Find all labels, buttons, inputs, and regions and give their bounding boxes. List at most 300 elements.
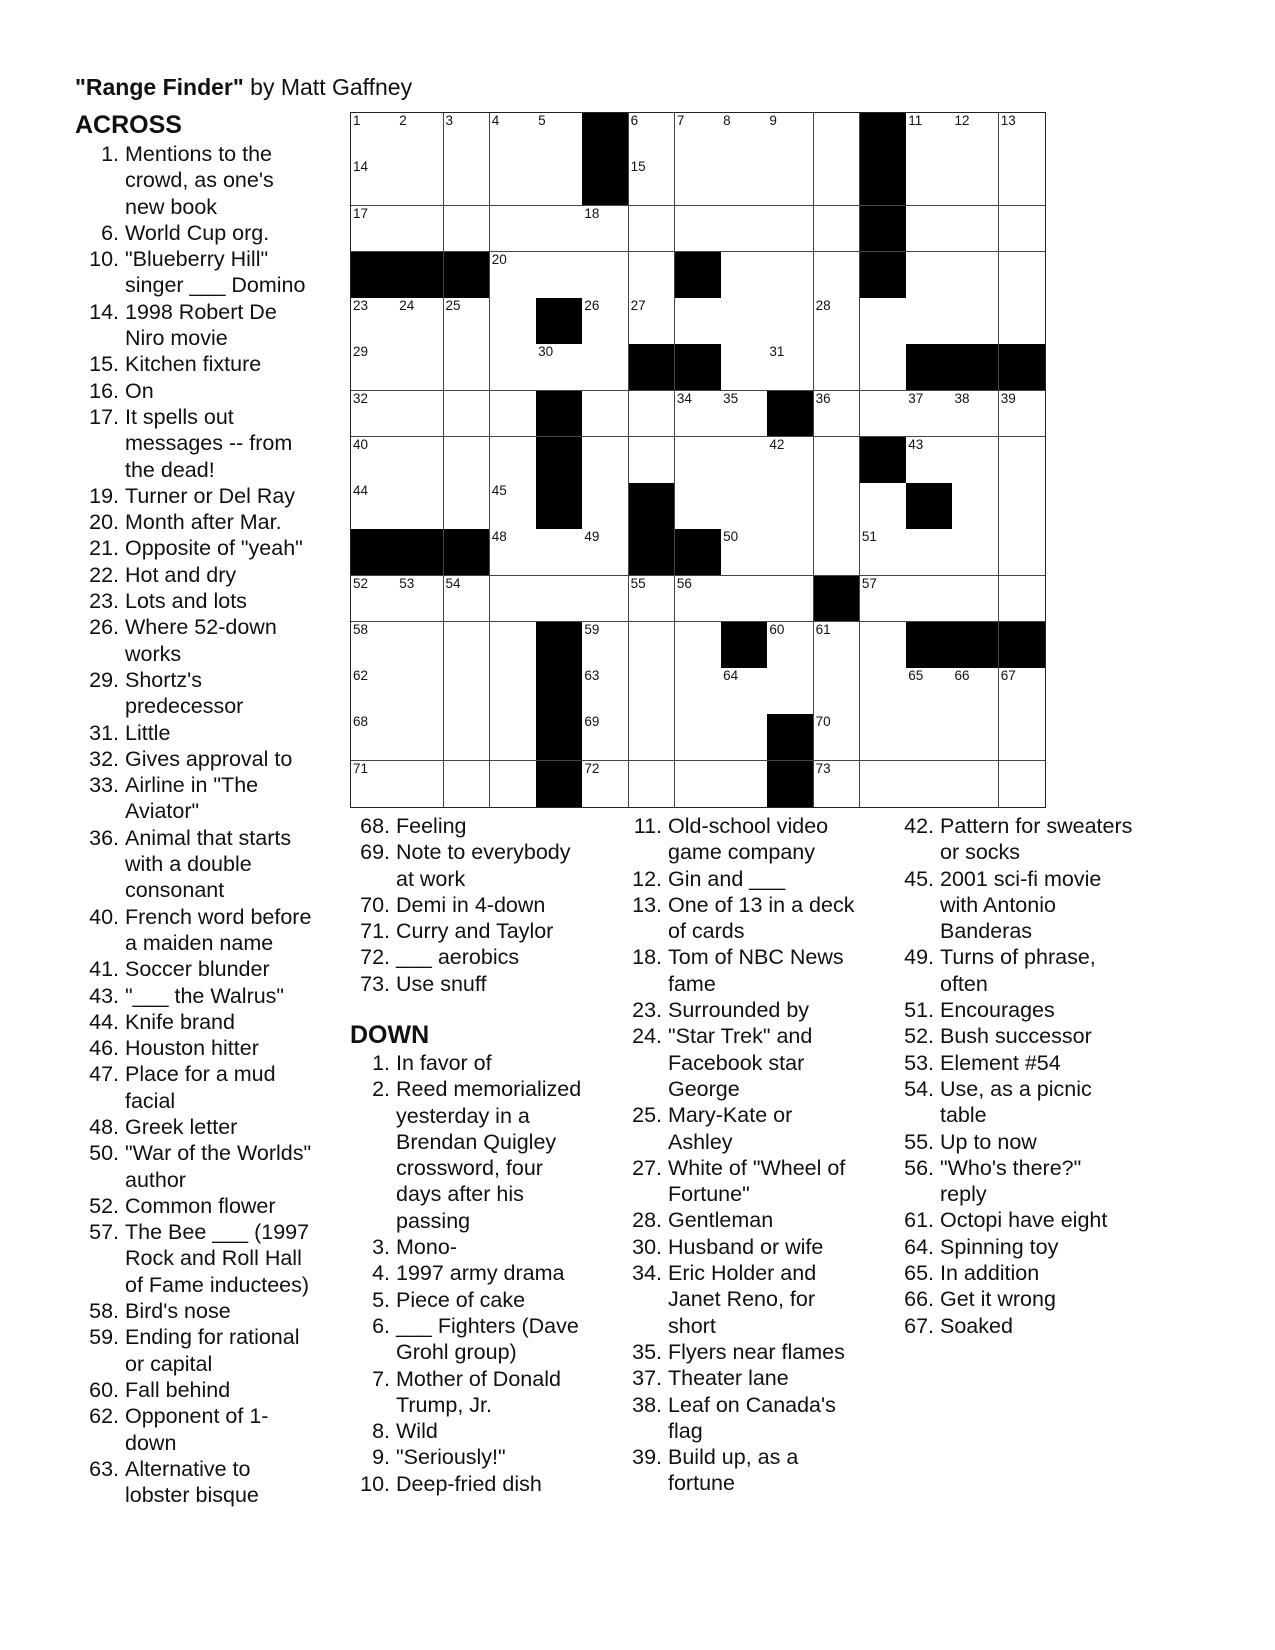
grid-cell[interactable]	[397, 344, 444, 391]
clue-item	[346, 892, 606, 918]
clue-text-line: Greek letter	[125, 1114, 238, 1139]
grid-cell[interactable]	[952, 483, 999, 530]
grid-cell[interactable]	[582, 576, 629, 623]
grid-cell[interactable]	[490, 298, 537, 345]
clue-number: 15.	[89, 352, 119, 377]
clue-number: 63.	[89, 1456, 119, 1481]
cell-number: 65	[908, 668, 924, 684]
clue-text-line: author	[125, 1167, 186, 1192]
grid-cell[interactable]	[397, 113, 444, 160]
clue-number: 47.	[89, 1062, 119, 1087]
cell-number: 62	[353, 668, 369, 684]
grid-cell[interactable]	[860, 761, 907, 807]
grid-cell[interactable]	[351, 714, 398, 761]
clue-text-line: Place for a mud	[125, 1062, 276, 1087]
grid-cell[interactable]	[582, 668, 629, 715]
clue-item	[890, 1050, 1180, 1076]
grid-cell[interactable]	[999, 483, 1045, 530]
grid-cell[interactable]	[397, 714, 444, 761]
clue-number: 35.	[632, 1339, 662, 1364]
black-square	[860, 206, 907, 253]
black-square	[444, 252, 491, 299]
cell-number: 28	[815, 298, 831, 314]
grid-cell[interactable]	[999, 576, 1045, 623]
grid-cell[interactable]	[767, 668, 814, 715]
clue-text-line: "Star Trek" and	[668, 1024, 813, 1049]
grid-cell[interactable]	[814, 668, 861, 715]
grid-cell[interactable]	[721, 576, 768, 623]
grid-cell[interactable]	[490, 761, 537, 807]
cell-number: 4	[491, 113, 500, 128]
grid-cell[interactable]	[721, 298, 768, 345]
clue-number: 52.	[904, 1024, 934, 1049]
grid-cell[interactable]	[675, 576, 722, 623]
grid-cell[interactable]	[582, 483, 629, 530]
grid-cell[interactable]	[490, 622, 537, 669]
grid-cell[interactable]	[444, 576, 491, 623]
grid-cell[interactable]	[721, 206, 768, 253]
grid-cell[interactable]	[814, 298, 861, 345]
grid-cell[interactable]	[629, 668, 676, 715]
cell-number: 9	[769, 113, 777, 128]
clue-number: 10.	[89, 247, 119, 272]
grid-cell[interactable]	[629, 206, 676, 253]
grid-cell[interactable]	[906, 668, 953, 715]
grid-cell[interactable]	[860, 576, 907, 623]
black-square	[721, 622, 768, 669]
clue-number: 7.	[372, 1366, 390, 1391]
grid-cell[interactable]	[490, 483, 537, 530]
grid-cell[interactable]	[444, 391, 491, 438]
grid-cell[interactable]	[536, 252, 583, 299]
grid-cell[interactable]	[721, 252, 768, 299]
clue-text-line: Bird's nose	[125, 1299, 231, 1324]
puzzle-byline: by Matt Gaffney	[243, 74, 413, 100]
grid-cell[interactable]	[351, 437, 398, 484]
grid-cell[interactable]	[397, 622, 444, 669]
grid-cell[interactable]	[629, 298, 676, 345]
grid-cell[interactable]	[814, 483, 861, 530]
grid-cell[interactable]	[675, 668, 722, 715]
grid-cell[interactable]	[814, 761, 861, 807]
grid-cell[interactable]	[999, 206, 1045, 253]
clue-item	[75, 614, 335, 667]
grid-cell[interactable]	[814, 529, 861, 576]
grid-cell[interactable]	[397, 159, 444, 206]
grid-cell[interactable]	[767, 298, 814, 345]
grid-cell[interactable]	[582, 622, 629, 669]
grid-cell[interactable]	[444, 159, 491, 206]
clue-text-line: Get it wrong	[940, 1287, 1056, 1312]
clue-text-line: Rock and Roll Hall	[125, 1246, 302, 1271]
grid-cell[interactable]	[999, 252, 1045, 299]
grid-cell[interactable]	[444, 344, 491, 391]
grid-cell[interactable]	[675, 391, 722, 438]
grid-cell[interactable]	[952, 668, 999, 715]
grid-cell[interactable]	[860, 483, 907, 530]
grid-cell[interactable]	[906, 206, 953, 253]
grid-cell[interactable]	[444, 483, 491, 530]
grid-cell[interactable]	[675, 159, 722, 206]
clue-number: 33.	[89, 773, 119, 798]
clue-text-line: the dead!	[125, 457, 215, 482]
clue-number: 70.	[360, 892, 390, 917]
clue-item	[618, 997, 888, 1023]
grid-cell[interactable]	[767, 344, 814, 391]
clue-text-line: Houston hitter	[125, 1036, 259, 1061]
grid-cell[interactable]	[351, 159, 398, 206]
grid-cell[interactable]	[721, 529, 768, 576]
clue-item	[346, 1234, 606, 1260]
grid-cell[interactable]	[397, 576, 444, 623]
clue-text-line: Month after Mar.	[125, 510, 282, 535]
clue-text-line: "___ the Walrus"	[125, 983, 285, 1008]
grid-cell[interactable]	[536, 344, 583, 391]
clue-text-line: Theater lane	[668, 1366, 789, 1391]
grid-cell[interactable]	[582, 298, 629, 345]
black-square	[582, 113, 629, 160]
grid-cell[interactable]	[860, 529, 907, 576]
grid-cell[interactable]	[814, 159, 861, 206]
grid-cell[interactable]	[582, 437, 629, 484]
grid-cell[interactable]	[675, 437, 722, 484]
clue-item	[75, 1009, 335, 1035]
cell-number: 31	[769, 344, 785, 360]
clue-number: 42.	[904, 814, 934, 838]
clue-text-line: Gin and ___	[668, 866, 786, 891]
grid-cell[interactable]	[582, 206, 629, 253]
grid-cell[interactable]	[351, 761, 398, 807]
clue-item	[75, 956, 335, 982]
clue-item	[75, 1219, 335, 1298]
grid-cell[interactable]	[490, 344, 537, 391]
clue-text-line: singer ___ Domino	[125, 273, 306, 298]
grid-cell[interactable]	[860, 391, 907, 438]
grid-cell[interactable]	[860, 298, 907, 345]
clue-text-line: fame	[668, 971, 716, 996]
grid-cell[interactable]	[397, 206, 444, 253]
grid-cell[interactable]	[582, 344, 629, 391]
grid-cell[interactable]	[906, 437, 953, 484]
grid-cell[interactable]	[397, 437, 444, 484]
clue-text-line: short	[668, 1313, 716, 1338]
grid-cell[interactable]	[675, 714, 722, 761]
clue-number: 20.	[89, 510, 119, 535]
clue-text-line: Gives approval to	[125, 746, 293, 771]
grid-cell[interactable]	[999, 668, 1045, 715]
black-square	[675, 529, 722, 576]
grid-cell[interactable]	[490, 437, 537, 484]
clue-text-line: or capital	[125, 1351, 213, 1376]
grid-cell[interactable]	[767, 622, 814, 669]
cell-number: 50	[723, 529, 739, 545]
grid-cell[interactable]	[675, 622, 722, 669]
grid-cell[interactable]	[629, 252, 676, 299]
grid-cell[interactable]	[906, 391, 953, 438]
grid-cell[interactable]	[814, 622, 861, 669]
grid-cell[interactable]	[490, 159, 537, 206]
clue-text-line: Curry and Taylor	[396, 919, 554, 944]
grid-cell[interactable]	[814, 391, 861, 438]
down-clues-column-2	[346, 1050, 606, 1497]
grid-cell[interactable]	[767, 159, 814, 206]
black-square	[860, 252, 907, 299]
grid-cell[interactable]	[490, 391, 537, 438]
clue-item	[618, 1155, 888, 1208]
grid-cell[interactable]	[351, 391, 398, 438]
grid-cell[interactable]	[999, 298, 1045, 345]
clue-number: 12.	[632, 866, 662, 891]
clue-item	[75, 1377, 335, 1403]
grid-cell[interactable]	[675, 206, 722, 253]
grid-cell[interactable]	[952, 576, 999, 623]
clue-number: 40.	[89, 904, 119, 929]
grid-cell[interactable]	[582, 761, 629, 807]
grid-cell[interactable]	[444, 761, 491, 807]
grid-cell[interactable]	[906, 159, 953, 206]
grid-cell[interactable]	[721, 344, 768, 391]
clue-text-line: works	[125, 641, 182, 666]
grid-cell[interactable]	[629, 437, 676, 484]
clue-item	[346, 813, 606, 839]
grid-cell[interactable]	[767, 576, 814, 623]
grid-cell[interactable]	[999, 714, 1045, 761]
clue-text-line: Aviator"	[125, 799, 200, 824]
grid-cell[interactable]	[952, 252, 999, 299]
grid-cell[interactable]	[952, 206, 999, 253]
grid-cell[interactable]	[767, 483, 814, 530]
cell-number: 67	[1000, 668, 1016, 684]
grid-cell[interactable]	[952, 298, 999, 345]
clue-number: 73.	[360, 971, 390, 996]
grid-cell[interactable]	[860, 668, 907, 715]
clue-item	[890, 1076, 1180, 1129]
grid-cell[interactable]	[999, 437, 1045, 484]
grid-cell[interactable]	[906, 298, 953, 345]
grid-cell[interactable]	[351, 622, 398, 669]
clue-number: 65.	[904, 1261, 934, 1286]
grid-cell[interactable]	[906, 761, 953, 807]
clue-number: 19.	[89, 483, 119, 508]
clue-text-line: Mary-Kate or	[668, 1103, 793, 1128]
clue-text-line: Piece of cake	[396, 1287, 526, 1312]
grid-cell[interactable]	[351, 344, 398, 391]
cell-number: 52	[353, 575, 369, 591]
grid-cell[interactable]	[444, 437, 491, 484]
clue-text-line: with a double	[125, 852, 252, 877]
clue-text-line: Hot and dry	[125, 562, 237, 587]
grid-cell[interactable]	[629, 576, 676, 623]
grid-cell[interactable]	[721, 668, 768, 715]
grid-cell[interactable]	[444, 714, 491, 761]
black-square	[814, 576, 861, 623]
clue-item	[346, 1050, 606, 1076]
grid-cell[interactable]	[536, 113, 583, 160]
grid-cell[interactable]	[629, 714, 676, 761]
grid-cell[interactable]	[490, 576, 537, 623]
grid-cell[interactable]	[351, 298, 398, 345]
grid-cell[interactable]	[721, 483, 768, 530]
grid-cell[interactable]	[629, 391, 676, 438]
grid-cell[interactable]	[582, 391, 629, 438]
grid-cell[interactable]	[351, 206, 398, 253]
clue-text-line: Note to everybody	[396, 840, 571, 865]
clue-text-line: Leaf on Canada's	[668, 1392, 836, 1417]
grid-cell[interactable]	[675, 298, 722, 345]
clue-text-line: Janet Reno, for	[668, 1287, 816, 1312]
grid-cell[interactable]	[814, 113, 861, 160]
clue-number: 59.	[89, 1325, 119, 1350]
black-square	[767, 391, 814, 438]
grid-cell[interactable]	[767, 529, 814, 576]
clue-text-line: Ending for rational	[125, 1325, 300, 1350]
grid-cell[interactable]	[860, 622, 907, 669]
black-square	[536, 622, 583, 669]
grid-cell[interactable]	[629, 159, 676, 206]
grid-cell[interactable]	[490, 668, 537, 715]
grid-cell[interactable]	[397, 298, 444, 345]
grid-cell[interactable]	[490, 252, 537, 299]
grid-cell[interactable]	[675, 113, 722, 160]
cell-number: 8	[723, 113, 731, 128]
clue-text-line: fortune	[668, 1471, 735, 1496]
grid-cell[interactable]	[767, 113, 814, 160]
grid-cell[interactable]	[814, 437, 861, 484]
grid-cell[interactable]	[999, 159, 1045, 206]
cell-number: 32	[353, 390, 369, 406]
grid-cell[interactable]	[906, 252, 953, 299]
grid-cell[interactable]	[582, 529, 629, 576]
grid-cell[interactable]	[952, 159, 999, 206]
clue-number: 48.	[89, 1114, 119, 1139]
grid-cell[interactable]	[536, 159, 583, 206]
grid-cell[interactable]	[999, 113, 1045, 160]
clue-number: 23.	[632, 998, 662, 1023]
grid-cell[interactable]	[444, 622, 491, 669]
grid-cell[interactable]	[721, 113, 768, 160]
grid-cell[interactable]	[721, 391, 768, 438]
grid-cell[interactable]	[906, 576, 953, 623]
grid-cell[interactable]	[536, 576, 583, 623]
grid-cell[interactable]	[397, 668, 444, 715]
grid-cell[interactable]	[490, 529, 537, 576]
grid-cell[interactable]	[767, 206, 814, 253]
grid-cell[interactable]	[814, 206, 861, 253]
black-square	[999, 344, 1045, 391]
grid-cell[interactable]	[814, 344, 861, 391]
grid-cell[interactable]	[952, 714, 999, 761]
grid-cell[interactable]	[952, 437, 999, 484]
grid-cell[interactable]	[629, 622, 676, 669]
cell-number: 37	[908, 390, 924, 406]
grid-cell[interactable]	[999, 761, 1045, 807]
grid-cell[interactable]	[906, 529, 953, 576]
grid-cell[interactable]	[906, 714, 953, 761]
grid-cell[interactable]	[999, 529, 1045, 576]
grid-cell[interactable]	[397, 391, 444, 438]
grid-cell[interactable]	[721, 761, 768, 807]
grid-cell[interactable]	[490, 113, 537, 160]
grid-cell[interactable]	[906, 113, 953, 160]
grid-cell[interactable]	[952, 761, 999, 807]
clue-number: 39.	[632, 1445, 662, 1470]
clue-item	[890, 944, 1180, 997]
clue-text-line: Tom of NBC News	[668, 945, 844, 970]
clue-text-line: ___ Fighters (Dave	[396, 1313, 579, 1338]
clue-number: 31.	[89, 720, 119, 745]
grid-cell[interactable]	[397, 761, 444, 807]
grid-cell[interactable]	[444, 113, 491, 160]
grid-cell[interactable]	[721, 714, 768, 761]
grid-cell[interactable]	[675, 761, 722, 807]
grid-cell[interactable]	[490, 206, 537, 253]
grid-cell[interactable]	[999, 391, 1045, 438]
grid-cell[interactable]	[629, 113, 676, 160]
grid-cell[interactable]	[351, 668, 398, 715]
cell-number: 71	[353, 760, 369, 776]
clue-text-line: Old-school video	[668, 814, 829, 838]
grid-cell[interactable]	[582, 252, 629, 299]
grid-cell[interactable]	[952, 391, 999, 438]
clue-item	[75, 299, 335, 352]
clue-number: 46.	[89, 1036, 119, 1061]
grid-cell[interactable]	[536, 206, 583, 253]
grid-cell[interactable]	[444, 298, 491, 345]
grid-cell[interactable]	[444, 206, 491, 253]
grid-cell[interactable]	[814, 252, 861, 299]
grid-cell[interactable]	[721, 437, 768, 484]
clue-text-line: It spells out	[125, 404, 234, 429]
clue-text-line: predecessor	[125, 694, 244, 719]
grid-cell[interactable]	[351, 483, 398, 530]
grid-cell[interactable]	[721, 159, 768, 206]
cell-number: 59	[584, 621, 600, 637]
grid-cell[interactable]	[952, 113, 999, 160]
cell-number: 34	[676, 390, 692, 406]
grid-cell[interactable]	[860, 714, 907, 761]
grid-cell[interactable]	[952, 529, 999, 576]
black-square	[444, 529, 491, 576]
down-heading: DOWN	[350, 1021, 430, 1049]
grid-cell[interactable]	[351, 113, 398, 160]
clue-text-line: down	[125, 1430, 177, 1455]
grid-cell[interactable]	[582, 714, 629, 761]
grid-cell[interactable]	[351, 576, 398, 623]
grid-cell[interactable]	[675, 483, 722, 530]
clue-number: 6.	[372, 1313, 390, 1338]
clue-text-line: Mother of Donald	[396, 1366, 561, 1391]
grid-cell[interactable]	[397, 483, 444, 530]
grid-cell[interactable]	[536, 529, 583, 576]
clue-text-line: Surrounded by	[668, 998, 810, 1023]
clue-item	[890, 997, 1180, 1023]
clue-item	[75, 746, 335, 772]
black-square	[860, 437, 907, 484]
clue-text-line: messages -- from	[125, 431, 293, 456]
grid-cell[interactable]	[860, 344, 907, 391]
grid-cell[interactable]	[767, 252, 814, 299]
grid-cell[interactable]	[814, 714, 861, 761]
cell-number: 53	[399, 575, 415, 591]
grid-cell[interactable]	[629, 761, 676, 807]
cell-number: 11	[908, 113, 923, 128]
cell-number: 20	[491, 251, 507, 267]
clue-text-line: reply	[940, 1182, 987, 1207]
cell-number: 73	[815, 760, 831, 776]
grid-cell[interactable]	[490, 714, 537, 761]
grid-cell[interactable]	[767, 437, 814, 484]
grid-cell[interactable]	[444, 668, 491, 715]
